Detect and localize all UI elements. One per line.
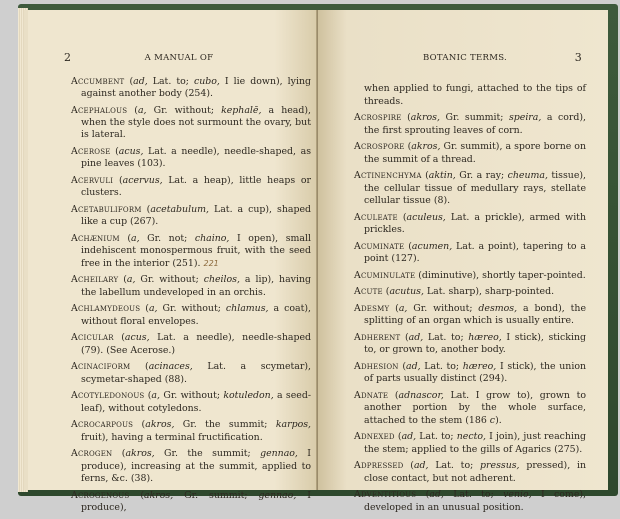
entry-text: Lat. to; <box>443 489 504 501</box>
entry-text: Gr. without; <box>135 274 204 286</box>
entry-headword: Adnate <box>354 390 389 402</box>
entry-text: Lat. to; <box>428 460 481 472</box>
glossary-entry <box>354 170 586 207</box>
entry-definition: pressed), in close contact, but not adherent. <box>364 460 587 484</box>
entry-text: ( <box>141 204 151 216</box>
handwritten-note: 221 <box>203 258 219 268</box>
entry-etymon: akros, <box>125 448 155 460</box>
glossary-entry <box>71 490 311 514</box>
left-running-title: A MANUAL OF <box>144 53 214 63</box>
entry-etymon: akros, <box>410 112 440 124</box>
glossary-entry <box>354 241 586 265</box>
entry-text: Gr. summit), a spore borne on the summit of a thread. <box>364 141 586 165</box>
left-page-header <box>64 53 294 67</box>
entry-definition: I join), just reaching the stem; applied to the gills of Agarics (275). <box>364 431 587 455</box>
entry-text: Lat. a point), tapering to a point (127). <box>364 240 586 264</box>
entry-etymon: cheuma, <box>507 170 548 182</box>
glossary-entry <box>71 105 311 142</box>
entry-text: ( <box>110 146 119 158</box>
entry-text: ( <box>403 460 414 472</box>
entry-etymon: speira, <box>508 112 542 124</box>
glossary-entry <box>71 303 311 327</box>
glossary-entry <box>354 361 586 385</box>
entry-etymon: ad, <box>429 489 444 501</box>
entry-etymon: akros, <box>144 489 174 501</box>
glossary-entry <box>71 390 311 414</box>
entry-definition: I produce), increasing at the summit, applied to ferns, &c. (38). <box>81 448 312 484</box>
entry-text: Lat. I grow to), grown to another portion by the whole surface, attached to the stem (186 <box>364 390 587 426</box>
entry-headword: Acervuli <box>71 175 114 187</box>
open-book <box>24 10 608 513</box>
entry-text: ( <box>144 390 152 402</box>
entry-text: ( <box>397 211 407 223</box>
entry-etymon: gennao, <box>258 489 297 501</box>
entry-text: Gr. summit; <box>439 112 509 124</box>
entry-etymon: ad, <box>413 460 429 472</box>
entry-headword: Adnexed <box>354 431 395 443</box>
glossary-entry <box>354 332 586 356</box>
right-page-header <box>348 53 582 67</box>
glossary-entry <box>354 270 586 282</box>
entry-etymon: cubo, <box>193 76 220 87</box>
entry-etymon: kephalē, <box>221 105 262 116</box>
entry-text: ( <box>404 141 412 153</box>
entry-headword: Achænium <box>71 233 120 245</box>
entry-etymon: akros, <box>411 141 441 153</box>
entry-text: ( <box>124 76 134 87</box>
entry-headword: Acheilary <box>71 274 119 286</box>
entry-etymon: acervus, <box>122 175 163 187</box>
entry-text: ( <box>398 361 406 373</box>
entry-text: ( <box>394 431 402 443</box>
entry-headword: Acuminulate <box>354 269 416 281</box>
glossary-entry <box>71 274 311 298</box>
entry-etymon: acutus, <box>389 286 424 298</box>
entry-headword: Achlamydeous <box>71 303 141 315</box>
entry-text: Lat. to; <box>147 76 194 87</box>
entry-definition: I lie down), lying against another body (254). <box>81 76 311 100</box>
entry-etymon: aktin, <box>428 170 456 182</box>
entry-etymon: acinaces, <box>148 361 193 373</box>
entry-etymon: c <box>489 414 496 426</box>
entry-headword: Accumbent <box>71 76 125 87</box>
glossary-entry <box>354 141 586 165</box>
entry-text: Lat. to; <box>420 361 463 373</box>
glossary-entry <box>354 460 586 484</box>
entry-text: ( <box>416 489 430 501</box>
entry-etymon: venio, <box>503 489 532 501</box>
entry-etymon: ad, <box>401 431 417 443</box>
glossary-entry <box>354 489 586 513</box>
glossary-entry <box>354 112 586 136</box>
entry-text: Lat. a scymetar), scymetar-shaped (88). <box>81 361 311 385</box>
entry-etymon: ad, <box>133 76 148 87</box>
entry-headword: Aculeate <box>354 211 398 223</box>
glossary-entry <box>71 361 311 385</box>
entry-headword: Acrogen <box>71 448 113 460</box>
entry-headword: Acerose <box>71 146 111 158</box>
entry-definition: a head), when the style does not surmount the ovary, but is lateral. <box>81 105 312 141</box>
entry-etymon: acumen, <box>411 240 453 252</box>
continued-entry-text: when applied to fungi, attached to the tips of threads. <box>364 83 586 107</box>
entry-definition: a cord), the first sprouting leaves of corn. <box>364 112 586 136</box>
entry-text: ( <box>400 332 409 344</box>
entry-etymon: a, <box>398 303 408 315</box>
entry-text: ( <box>130 361 149 373</box>
entry-definition: a coat), without floral envelopes. <box>81 303 312 327</box>
glossary-entry <box>71 76 311 100</box>
entry-text: ( <box>129 489 145 501</box>
glossary-entry <box>71 419 311 443</box>
entry-definition: (See Acerose.) <box>103 344 176 356</box>
entry-definition: a lip), having the labellum undeveloped in an orchis. <box>81 274 311 298</box>
entry-headword: Acrogenous <box>71 489 130 501</box>
entry-etymon: hæreo, <box>468 332 502 344</box>
entry-text: ( <box>404 240 412 252</box>
glossary-entry <box>71 204 311 228</box>
entry-headword: Adventitious <box>354 489 417 501</box>
entry-text: ( <box>388 390 399 402</box>
glossary-entry <box>71 233 311 270</box>
entry-text: (diminutive), shortly taper-pointed. <box>415 269 586 281</box>
entry-text: ( <box>382 286 390 298</box>
entry-text: Lat. a heap), little heaps or clusters. <box>81 175 311 199</box>
entry-definition: I produce), <box>81 489 312 513</box>
entry-etymon: chaino, <box>194 233 230 245</box>
entry-etymon: acus, <box>118 146 144 158</box>
entry-etymon: a, <box>148 303 158 315</box>
entry-text: ( <box>140 303 149 315</box>
entry-etymon: a, <box>126 274 136 286</box>
entry-text: Lat. sharp), sharp-pointed. <box>423 286 555 298</box>
entry-headword: Acrospire <box>354 112 402 124</box>
entry-etymon: acetabulum, <box>150 204 210 216</box>
entry-text: Lat. to; <box>423 332 469 344</box>
entry-text: ( <box>118 274 127 286</box>
entry-text: ( <box>113 332 125 344</box>
entry-etymon: ad, <box>408 332 424 344</box>
entry-etymon: aculeus, <box>406 211 446 223</box>
entry-headword: Acicular <box>71 332 114 344</box>
entry-headword: Acotyledonous <box>71 390 145 402</box>
entry-text: ( <box>133 419 146 431</box>
entry-etymon: a, <box>131 233 140 245</box>
entry-etymon: gennao, <box>260 448 298 460</box>
entry-definition: ). <box>495 414 502 426</box>
entry-etymon: desmos, <box>478 303 518 315</box>
glossary-entry <box>71 448 311 485</box>
glossary-entry <box>354 390 586 427</box>
entry-text: Gr. without; <box>160 390 224 402</box>
entry-etymon: chlamus, <box>225 303 269 315</box>
right-page <box>318 10 608 513</box>
entry-headword: Acetabuliform <box>71 204 142 216</box>
entry-text: ( <box>389 303 399 315</box>
entry-etymon: necto, <box>456 431 486 443</box>
left-page <box>28 10 318 513</box>
entry-etymon: akros, <box>145 419 175 431</box>
entry-etymon: acus, <box>124 332 150 344</box>
entry-etymon: kotuledon, <box>223 390 274 402</box>
glossary-entry <box>354 212 586 236</box>
entry-definition: a bond), the splitting of an organ which is usually entire. <box>364 303 586 327</box>
entry-text: ( <box>113 175 123 187</box>
entry-text: Gr. summit; <box>173 489 259 501</box>
entry-headword: Adesmy <box>354 303 390 315</box>
entry-text: Lat. a cup), shaped like a cup (267). <box>81 204 311 228</box>
entry-etymon: ad, <box>405 361 421 373</box>
entry-etymon: pressus, <box>480 460 520 472</box>
entry-headword: Acrocarpous <box>71 419 134 431</box>
right-entry-list <box>354 74 586 518</box>
entry-headword: Acuminate <box>354 240 405 252</box>
entry-text: ( <box>119 233 132 245</box>
entry-headword: Acephalous <box>71 105 128 116</box>
entry-etymon: cheilos, <box>203 274 240 286</box>
entry-text: Gr. without; <box>146 105 222 116</box>
entry-etymon: a, <box>137 105 147 116</box>
entry-text: Lat. to; <box>416 431 457 443</box>
entry-etymon: hæreo, <box>462 361 497 373</box>
entry-headword: Acute <box>354 286 383 298</box>
right-running-title: BOTANIC TERMS. <box>422 53 508 63</box>
right-page-number: 3 <box>574 51 582 64</box>
entry-definition: a seed-leaf), without cotyledons. <box>81 390 311 414</box>
entry-headword: Adherent <box>354 332 401 344</box>
glossary-entry <box>71 146 311 170</box>
entry-text: Lat. a needle), needle-shaped (79). <box>81 332 311 356</box>
entry-text: Gr. without; <box>157 303 226 315</box>
entry-text: Gr. the summit; <box>154 448 261 460</box>
entry-definition: I come), developed in an unusual position. <box>364 489 587 513</box>
entry-etymon: a, <box>151 390 160 402</box>
entry-definition: I open), small indehiscent monospermous fruit, with the seed free in the interior (251). <box>81 233 311 269</box>
glossary-entry <box>71 332 311 356</box>
entry-text: ( <box>112 448 126 460</box>
entry-definition: fruit), having a terminal fructification. <box>81 431 263 443</box>
entry-text: ( <box>421 170 429 182</box>
entry-text: Gr. without; <box>407 303 479 315</box>
entry-text: Gr. a ray; <box>455 170 508 182</box>
entry-text: Lat. a prickle), armed with prickles. <box>364 211 586 235</box>
glossary-entry <box>354 303 586 327</box>
entry-text: ( <box>127 105 138 116</box>
entry-headword: Acinaciform <box>71 361 131 373</box>
entry-headword: Actinenchyma <box>354 170 422 182</box>
glossary-entry <box>354 431 586 455</box>
entry-text: Gr. the summit; <box>174 419 276 431</box>
entry-text: Lat. a needle), needle-shaped, as pine leaves (103). <box>81 146 312 170</box>
entry-headword: Adpressed <box>354 460 404 472</box>
entry-headword: Acrospore <box>354 141 405 153</box>
entry-text: ( <box>401 112 411 124</box>
entry-definition: I stick), sticking to, or grown to, another body. <box>364 332 587 356</box>
entry-etymon: adnascor, <box>398 390 444 402</box>
glossary-entry <box>354 286 586 298</box>
entry-definition: I stick), the union of parts usually distinct (294). <box>364 361 586 385</box>
glossary-entry <box>71 175 311 199</box>
left-page-number: 2 <box>64 51 72 64</box>
entry-etymon: karpos, <box>275 419 312 431</box>
left-entry-list <box>71 76 311 519</box>
entry-text: Gr. not; <box>139 233 195 245</box>
entry-definition: tissue), the cellular tissue of medullary rays, stellate cellular tissue (8). <box>364 170 587 206</box>
entry-headword: Adhesion <box>354 361 399 373</box>
